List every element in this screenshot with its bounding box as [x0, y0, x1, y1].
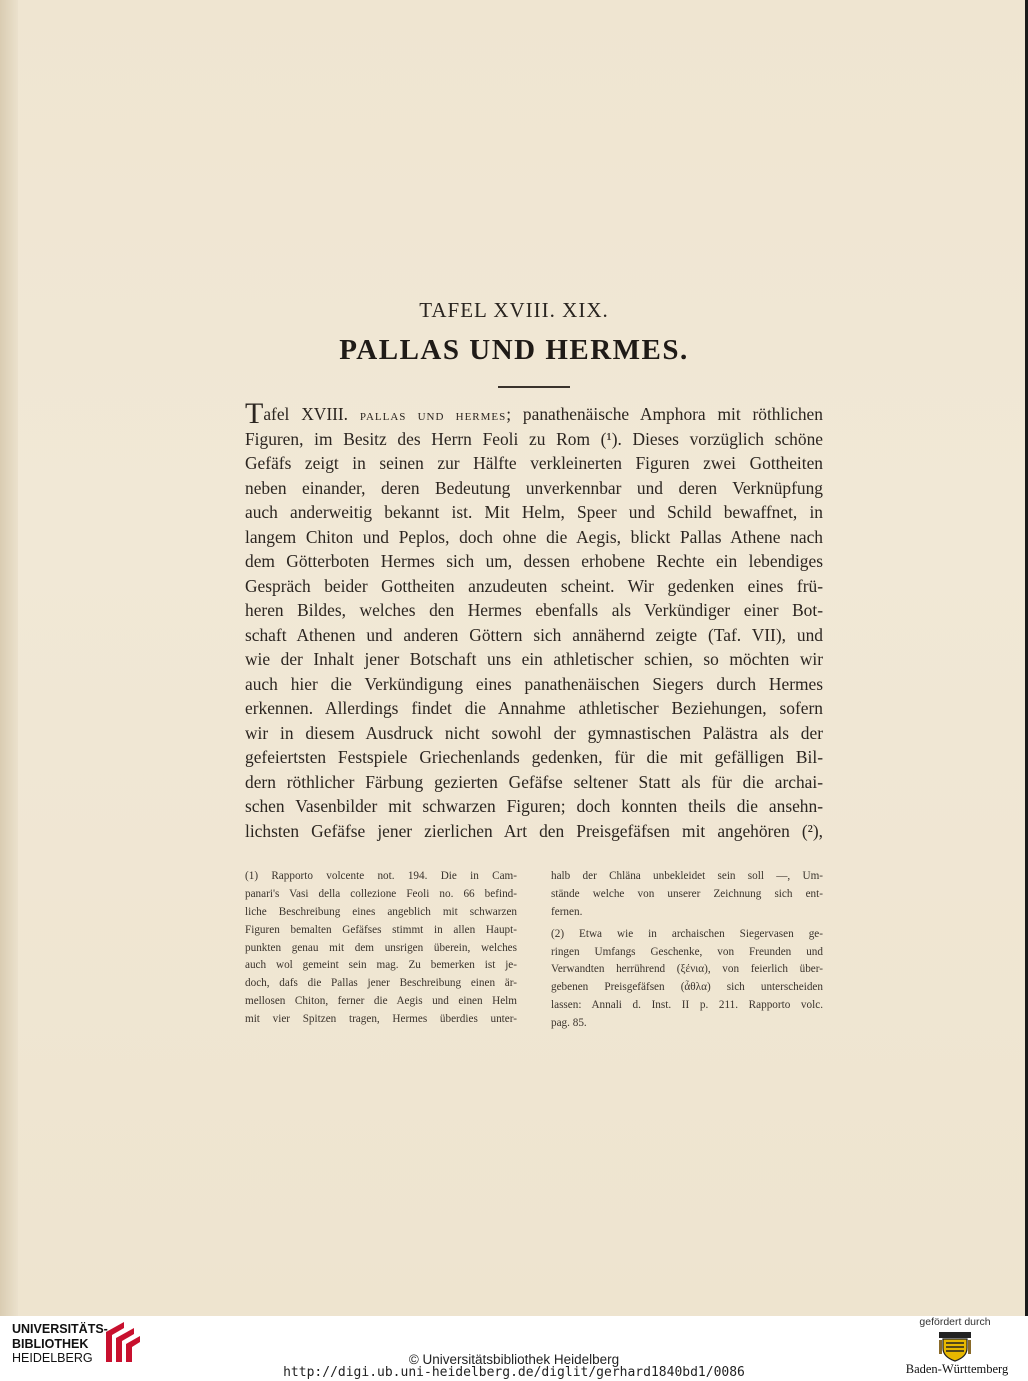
- text-line: heren Bildes, welches den Hermes ebenfalls als Verkündiger einer Bot-: [245, 600, 823, 620]
- footnote-line: (1) Rapporto volcente not. 194. Die in Cam-: [245, 870, 517, 882]
- plate-title: TAFEL XVIII. XIX.: [419, 298, 609, 322]
- footnote-line: ringen Umfangs Geschenke, von Freunden und: [551, 945, 823, 958]
- text-line: auch hier die Verkündigung eines panathenäischen Siegers durch Hermes: [245, 673, 823, 694]
- footnotes: [245, 868, 823, 1033]
- permalink-url[interactable]: http://digi.ub.uni-heidelberg.de/diglit/gerhard1840bd1/0086: [283, 1365, 745, 1380]
- footnote-line: mit vier Spitzen tragen, Hermes überdies unter-: [245, 1013, 517, 1026]
- footnote-line: fernen.: [551, 905, 583, 918]
- coat-of-arms-icon: [937, 1330, 973, 1362]
- text-line: schaft Athenen und anderen Göttern sich annähernd zeigte (Taf. VII), und: [245, 624, 823, 645]
- library-name-line: HEIDELBERG: [12, 1351, 93, 1365]
- text-line: dem Götterboten Hermes sich um, dessen erhobene Rechte ein lebendiges: [245, 551, 823, 571]
- footnote-line: Verwandten herrührend (ξένια), von feierlich über-: [551, 963, 823, 976]
- text-line: erkennen. Allerdings findet die Annahme athletischer Beziehungen, sofern: [245, 698, 823, 718]
- text-line: lichsten Gefäfse jener zierlichen Art den Preisgefäfsen mit angehören (²),: [245, 820, 823, 841]
- text-line: schen Vasenbilder mit schwarzen Figuren; doch konnten theils die ansehn-: [245, 796, 823, 816]
- text-line: neben einander, deren Bedeutung unverkennbar und deren Verknüpfung: [245, 477, 823, 498]
- copyright-notice: © Universitätsbibliothek Heidelberg: [408, 1352, 620, 1367]
- footnote-column-right: [551, 868, 823, 1033]
- funder-name: Baden-Württemberg: [905, 1362, 1009, 1376]
- text-fragment: ; panathenäische Amphora mit röthlichen: [506, 404, 823, 424]
- title-divider: [498, 386, 570, 388]
- footnote-column-left: [245, 868, 517, 1033]
- library-name-line: UNIVERSITÄTS-: [12, 1322, 108, 1336]
- page-title: PALLAS UND HERMES.: [339, 334, 689, 366]
- footnote-line: liche Beschreibung eines angeblich mit schwarzen: [245, 905, 517, 918]
- footnote-line: pag. 85.: [551, 1017, 587, 1030]
- footnote-line: mellosen Chiton, ferner die Aegis und einen Helm: [245, 995, 517, 1008]
- text-line: Gespräch beider Gottheiten anzudeuten scheint. Wir gedenken eines frü-: [245, 575, 823, 596]
- main-text: [245, 397, 823, 843]
- text-line: [245, 397, 823, 430]
- footnote-line: Figuren bemalten Gefäfses stimmt in allen Haupt-: [245, 923, 517, 936]
- text-line: Gefäfs zeigt in seinen zur Hälfte verkleinerten Figuren zwei Gottheiten: [245, 453, 823, 473]
- text-line: gefeiertsten Festspiele Griechenlands gedenken, für die mit gefälligen Bil-: [245, 747, 823, 767]
- funder-label: gefördert durch: [919, 1316, 991, 1328]
- footnote-line: punkten genau mit dem unsrigen überein, welches: [245, 941, 517, 954]
- footnote-line: lassen: Annali d. Inst. II p. 211. Rapporto volc.: [551, 999, 823, 1012]
- footnote-line: halb der Chläna unbekleidet sein soll —, Um-: [551, 870, 823, 882]
- text-line: dern röthlicher Färbung gezierten Gefäfse seltener Statt als für die archai-: [245, 771, 823, 792]
- text-line: auch anderweitig bekannt ist. Mit Helm, Speer und Schild bewaffnet, in: [245, 502, 823, 522]
- smallcaps-title: PALLAS UND HERMES: [359, 411, 507, 423]
- footnote-line: stände welche von unserer Zeichnung sich ent-: [551, 887, 823, 900]
- footnote-line: (2) Etwa wie in archaischen Siegervasen ge-: [551, 927, 823, 940]
- text-line: wir in diesem Ausdruck nicht sowohl der gymnastischen Palästra als der: [245, 722, 823, 743]
- text-line: wie der Inhalt jener Botschaft uns ein athletischer schien, so möchten wir: [245, 649, 823, 669]
- text-line: Figuren, im Besitz des Herrn Feoli zu Rom (¹). Dieses vorzüglich schöne: [245, 428, 823, 449]
- footnote-line: gebenen Preisgefäfsen (ἆθλα) sich unterscheiden: [551, 981, 823, 994]
- library-name-line: BIBLIOTHEK: [12, 1336, 89, 1351]
- footnote-line: doch, dafs die Pallas jener Beschreibung einen är-: [245, 977, 517, 990]
- initial-letter: T: [245, 397, 264, 430]
- text-line: langem Chiton und Peplos, doch ohne die Aegis, blickt Pallas Athene nach: [245, 526, 823, 547]
- footnote-line: panari's Vasi della collezione Feoli no. 66 befind-: [245, 887, 517, 900]
- text-fragment: afel XVIII.: [263, 404, 360, 424]
- footnote-line: auch wol gemeint sein mag. Zu bemerken ist je-: [245, 959, 517, 972]
